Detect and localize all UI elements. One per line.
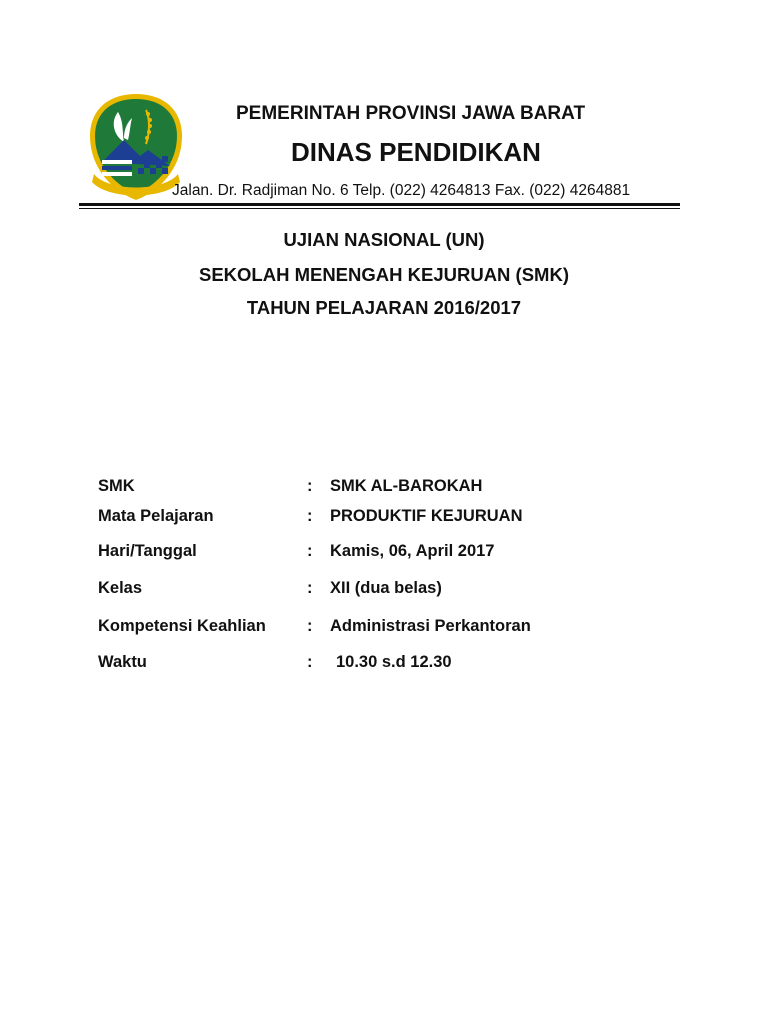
info-label: Kelas [98, 579, 143, 597]
address-line: Jalan. Dr. Radjiman No. 6 Telp. (022) 4264813 Fax. (022) 4264881 [172, 182, 631, 199]
info-label: Waktu [98, 653, 147, 671]
exam-title: UJIAN NASIONAL (UN) [283, 229, 485, 250]
info-colon: : [307, 477, 313, 495]
info-label: SMK [98, 477, 135, 495]
government-name: PEMERINTAH PROVINSI JAWA BARAT [236, 103, 586, 124]
info-colon: : [307, 542, 313, 560]
info-label: Kompetensi Keahlian [98, 617, 266, 635]
jawa-barat-coat-of-arms-icon [88, 92, 184, 202]
info-value: 10.30 s.d 12.30 [336, 653, 452, 671]
info-label: Hari/Tanggal [98, 542, 197, 560]
info-label: Mata Pelajaran [98, 507, 214, 525]
school-level-title: SEKOLAH MENENGAH KEJURUAN (SMK) [198, 264, 569, 285]
letterhead-divider-thick [79, 203, 680, 206]
department-name: DINAS PENDIDIKAN [291, 137, 541, 167]
info-colon: : [307, 653, 313, 671]
academic-year-title: TAHUN PELAJARAN 2016/2017 [246, 297, 522, 318]
info-colon: : [307, 507, 313, 525]
coat-of-arms-logo [88, 92, 184, 202]
info-value: Kamis, 06, April 2017 [330, 542, 495, 560]
info-value: SMK AL-BAROKAH [330, 477, 483, 495]
info-colon: : [307, 617, 313, 635]
info-value: Administrasi Perkantoran [330, 617, 531, 635]
letterhead-divider-thin [79, 208, 680, 209]
info-value: XII (dua belas) [330, 579, 442, 597]
info-colon: : [307, 579, 313, 597]
info-value: PRODUKTIF KEJURUAN [330, 507, 523, 525]
